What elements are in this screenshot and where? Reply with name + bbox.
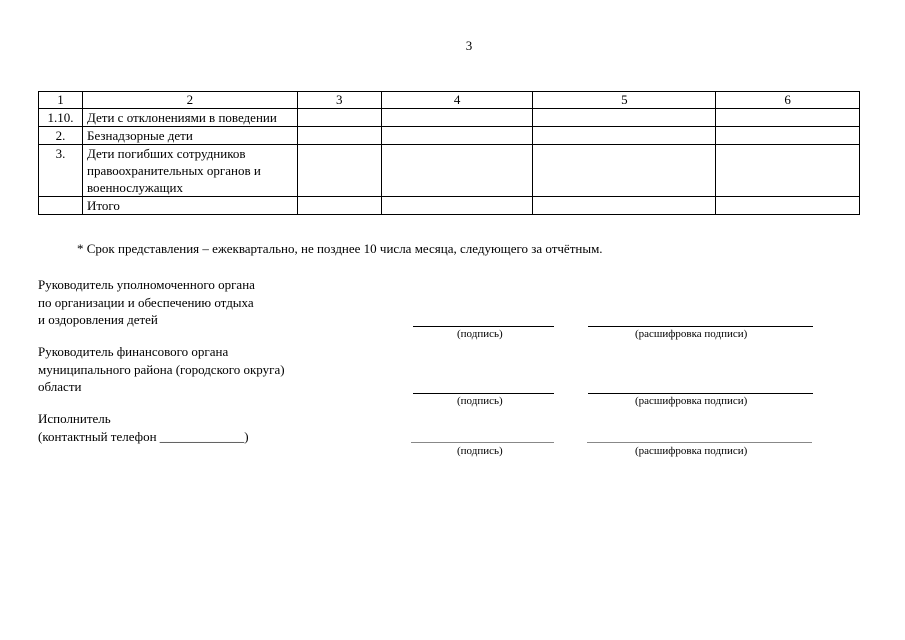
table-cell: [716, 145, 860, 197]
decode-caption: (расшифровка подписи): [635, 395, 748, 407]
table-row-total: [39, 197, 860, 215]
row-number: 1.10.: [39, 109, 83, 127]
table-cell: [297, 145, 381, 197]
header-cell: 1: [39, 92, 83, 109]
table-row: [39, 145, 860, 197]
table-cell: [381, 127, 533, 145]
row-label: Безнадзорные дети: [82, 127, 297, 145]
decode-caption: (расшифровка подписи): [635, 328, 748, 340]
signature-caption: (подпись): [457, 328, 503, 340]
signature-line: [411, 442, 554, 443]
table-cell: [533, 145, 716, 197]
signatory-line: области: [38, 379, 82, 394]
table-header-row: [39, 92, 860, 109]
table-row: [39, 109, 860, 127]
decode-caption: (расшифровка подписи): [635, 445, 748, 457]
signatory-label: [38, 410, 249, 445]
table-cell: [716, 109, 860, 127]
row-number: 2.: [39, 127, 83, 145]
row-label: Дети погибших сотрудников правоохранительных органов и военнослужащих: [82, 145, 297, 197]
table-cell: [381, 109, 533, 127]
header-cell: 4: [381, 92, 533, 109]
header-cell: 2: [82, 92, 297, 109]
signatory-label: [38, 343, 285, 396]
table-cell: [297, 109, 381, 127]
header-cell: 6: [716, 92, 860, 109]
row-number: [39, 197, 83, 215]
signatory-line: муниципального района (городского округа): [38, 361, 285, 377]
decode-line: [588, 393, 813, 394]
signature-caption: (подпись): [457, 445, 503, 457]
table-row: [39, 127, 860, 145]
signatory-line: по организации и обеспечению отдыха: [38, 294, 254, 310]
table-cell: [716, 197, 860, 215]
table-cell: [297, 127, 381, 145]
signature-line: [413, 393, 554, 394]
signatory-line: Исполнитель: [38, 411, 111, 426]
decode-line: [588, 326, 813, 327]
table-cell: [533, 109, 716, 127]
signatory-label: [38, 276, 255, 329]
header-cell: 5: [533, 92, 716, 109]
table-cell: [297, 197, 381, 215]
row-number: 3.: [39, 145, 83, 197]
table-cell: [533, 197, 716, 215]
footnote: * Срок представления – ежеквартально, не позднее 10 числа месяца, следующего за отчётным.: [77, 241, 603, 256]
decode-line: [587, 442, 812, 443]
signatory-line: Руководитель уполномоченного органа: [38, 277, 255, 292]
signature-line: [413, 326, 554, 327]
row-label: Итого: [82, 197, 297, 215]
row-label: Дети с отклонениями в поведении: [82, 109, 297, 127]
signatory-line: Руководитель финансового органа: [38, 344, 229, 359]
page-number: 3: [465, 38, 473, 53]
table-cell: [533, 127, 716, 145]
signatory-line: (контактный телефон _____________): [38, 428, 249, 444]
table-cell: [716, 127, 860, 145]
signatory-line: и оздоровления детей: [38, 312, 158, 327]
signature-caption: (подпись): [457, 395, 503, 407]
header-cell: 3: [297, 92, 381, 109]
table-cell: [381, 197, 533, 215]
report-table: [38, 91, 860, 215]
table-cell: [381, 145, 533, 197]
